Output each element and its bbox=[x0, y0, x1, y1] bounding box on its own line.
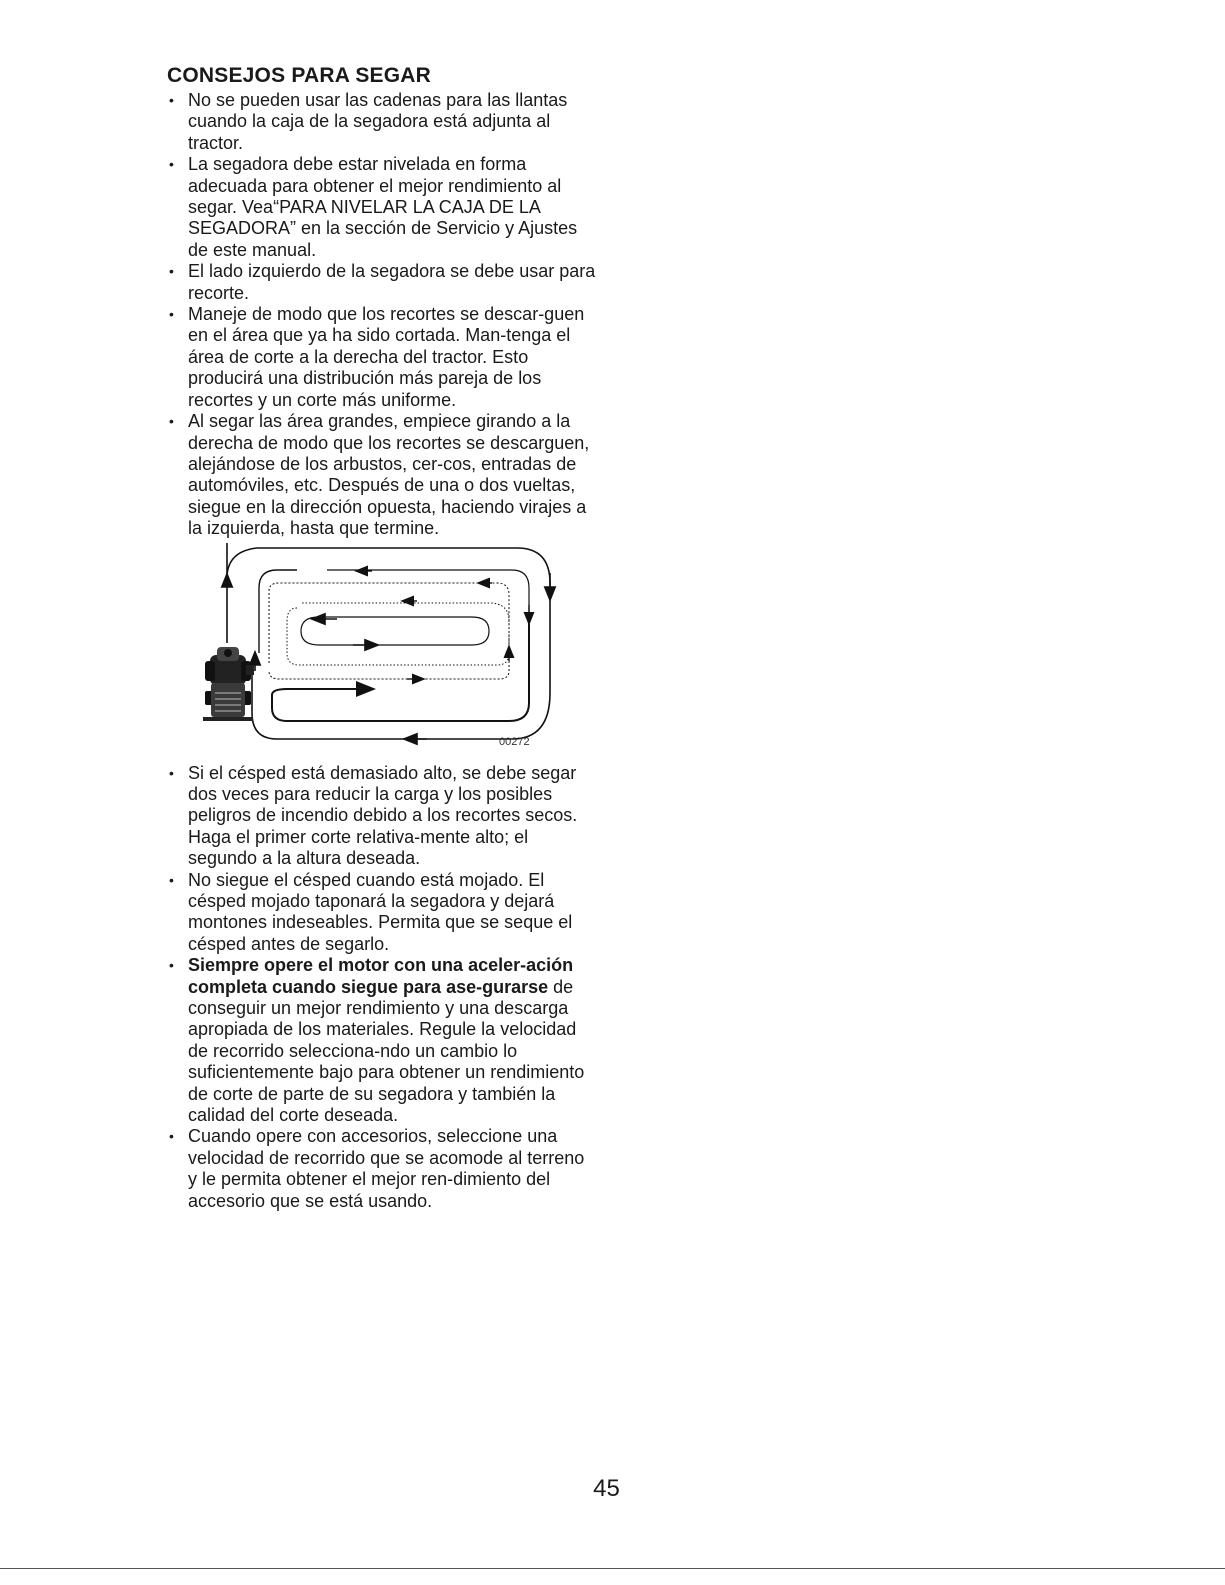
inner-pass-path bbox=[287, 603, 509, 665]
tip-bold-text: Siempre opere el motor con una aceler-ación completa cuando siegue para ase-gurarse bbox=[188, 955, 574, 997]
tips-list-after bbox=[167, 763, 597, 1213]
tip-item bbox=[167, 763, 597, 870]
page-number: 45 bbox=[593, 1475, 620, 1502]
section-heading: CONSEJOS PARA SEGAR bbox=[167, 64, 432, 87]
tip-text: La segadora debe estar nivelada en forma adecuada para obtener el mejor rendimiento al segar. Vea“PARA NIVELAR LA CAJA DE LA SEGADORA” en la sección de Servicio y Ajustes de este manual. bbox=[188, 154, 578, 260]
tip-text: No se pueden usar las cadenas para las llantas cuando la caja de la segadora está adjunta al tractor. bbox=[188, 90, 568, 153]
tractor-icon bbox=[203, 647, 254, 721]
tip-item bbox=[167, 411, 597, 539]
figure-code: 00272 bbox=[499, 735, 530, 748]
tip-text: No siegue el césped cuando está mojado. El césped mojado taponará la segadora y dejará montones indeseables. Permita que se seque el césped antes de segarlo. bbox=[188, 869, 573, 954]
bullet-icon: • bbox=[169, 871, 174, 888]
bullet-icon: • bbox=[169, 92, 174, 108]
bullet-icon: • bbox=[169, 957, 174, 974]
bullet-icon: • bbox=[169, 156, 174, 173]
tip-text: Al segar las área grandes, empiece girando a la derecha de modo que los recortes se descarguen, alejándose de los arbustos, cer-cos, entradas de automóviles, etc. Después de una o dos vueltas, siegue en la dirección opuesta, haciendo virajes a la izquierda, hasta que termine. bbox=[188, 411, 590, 539]
tip-text: Maneje de modo que los recortes se descar-guen en el área que ya ha sido cortada. Man-tenga el área de corte a la derecha del tractor. Esto producirá una distribución más pareja de los recortes y un corte más uniforme. bbox=[188, 304, 585, 410]
tip-item bbox=[167, 261, 597, 304]
tip-item bbox=[167, 90, 597, 154]
second-pass-path bbox=[259, 570, 297, 653]
tip-text: El lado izquierdo de la segadora se debe usar para recorte. bbox=[188, 261, 596, 303]
tip-text: Si el césped está demasiado alto, se debe segar dos veces para reducir la carga y los posibles peligros de incendio debido a los recortes secos. Haga el primer corte relativa-mente alto; el segundo a la altura deseada. bbox=[188, 762, 578, 869]
bullet-icon: • bbox=[169, 1128, 174, 1145]
mowing-pattern-diagram-icon bbox=[167, 543, 567, 753]
third-pass-path bbox=[269, 583, 509, 663]
tip-text: Cuando opere con accesorios, seleccione una velocidad de recorrido que se acomode al terreno y le permita obtener el mejor ren-dimiento del accesorio que se está usando. bbox=[188, 1126, 585, 1211]
bullet-icon: • bbox=[169, 413, 174, 430]
tip-item bbox=[167, 154, 597, 261]
tips-list-before bbox=[167, 90, 597, 540]
bullet-icon: • bbox=[169, 764, 174, 781]
bullet-icon: • bbox=[169, 263, 174, 280]
innermost-pass-path bbox=[301, 617, 489, 645]
bullet-icon: • bbox=[169, 306, 174, 323]
main-column bbox=[167, 64, 597, 1212]
tip-item bbox=[167, 304, 597, 411]
bottom-rule bbox=[0, 1568, 1225, 1569]
tip-item bbox=[167, 870, 597, 956]
tip-item bbox=[167, 955, 597, 1126]
mowing-pattern-figure bbox=[167, 543, 567, 753]
tip-item bbox=[167, 1126, 597, 1212]
tip-text: de conseguir un mejor rendimiento y una descarga apropiada de los materiales. Regule la velocidad de recorrido selecciona-ndo un cambio lo suficientemente bajo para obtener un rendimiento de corte de parte de su segadora y también la calidad del corte deseada. bbox=[188, 976, 585, 1126]
